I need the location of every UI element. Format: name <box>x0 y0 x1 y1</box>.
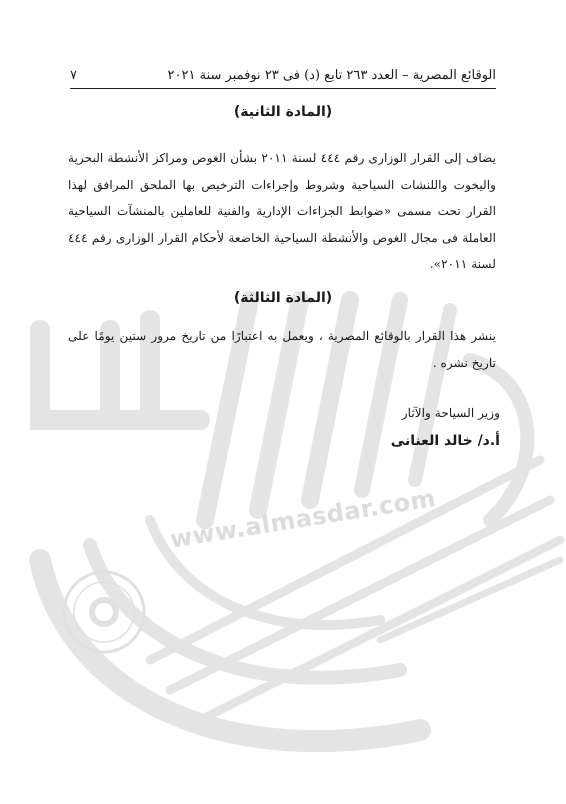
signatory-name: أ.د/ خالد العنانى <box>390 433 500 449</box>
header-title: الوقائع المصرية – العدد ٢٦٣ تابع (د) فى ٢٣ نوفمبر سنة ٢٠٢١ <box>167 67 496 83</box>
article-3-text: ينشر هذا القرار بالوقائع المصرية ، ويعمل به اعتبارًا من تاريخ مرور ستين يومًا على تاريخ نشره . <box>68 329 496 370</box>
page-header <box>70 62 496 89</box>
article-2-heading: (المادة الثانية) <box>233 104 333 120</box>
article-2-text: يضاف إلى القرار الوزارى رقم ٤٤٤ لسنة ٢٠١١ بشأن الغوص ومراكز الأنشطة البحرية واليخوت واللنشات السياحية وشروط وإجراءات الترخيص بها الملحق المرافق لهذا القرار تحت مسمى «ضوابط الجزاءات الإدارية والفنية للعاملين بالمنشآت السياحية العاملة فى مجال الغوص والأنشطة السياحية الخاضعة لأحكام القرار الوزارى رقم ٤٤٤ لسنة ٢٠١١». <box>68 151 496 271</box>
page-number: ٧ <box>70 67 77 83</box>
article-3-heading: (المادة الثالثة) <box>233 290 333 306</box>
watermark-site-text: www.almasdar.com <box>168 483 438 554</box>
signature-block <box>240 403 500 449</box>
signatory-title: وزير السياحة والآثار <box>401 406 500 420</box>
